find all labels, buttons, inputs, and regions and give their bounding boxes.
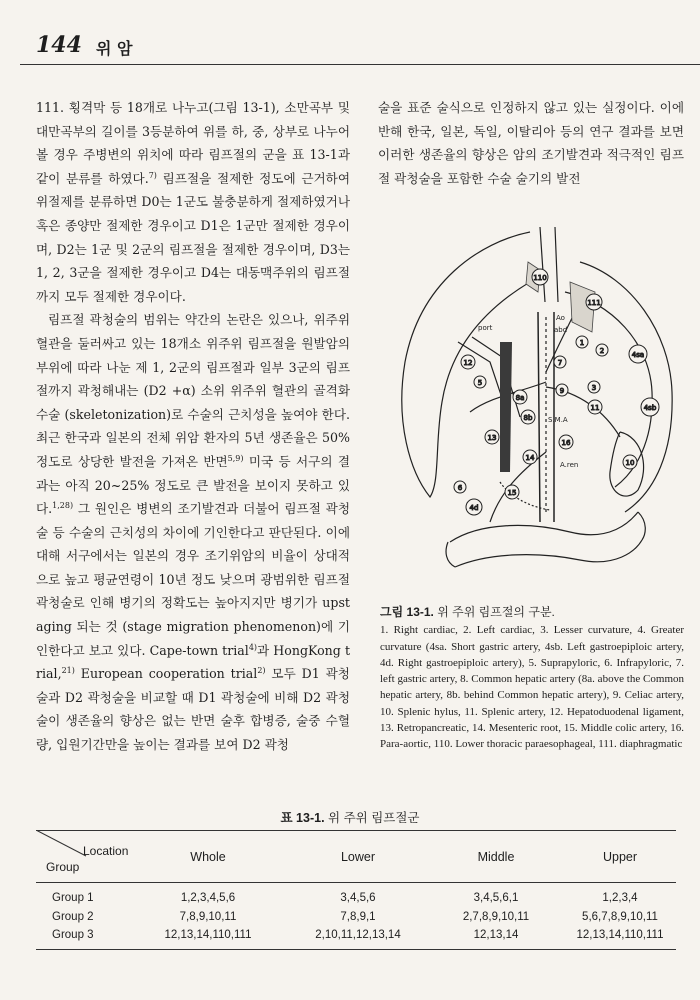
label-sma: S.M.A [548, 416, 568, 424]
table-cell: 12,13,14,110,111 [164, 929, 252, 941]
caption-label: 그림 13-1. [380, 605, 434, 619]
header-rule [20, 64, 700, 65]
svg-text:4d: 4d [469, 504, 479, 512]
esophagus [540, 227, 558, 302]
right-column [378, 96, 684, 190]
node-15 [505, 485, 519, 499]
table-mid-rule [36, 882, 676, 883]
paragraph [36, 308, 350, 756]
column-header: Lower [340, 850, 376, 864]
caption-title-text: 위 주위 림프절의 구분. [433, 605, 555, 619]
text-run: 111. 횡격막 등 18개로 나누고(그림 13-1), 소만곡부 및 대만곡부의 길이를 3등분하여 위를 하, 중, 상부로 나누어 볼 경우 주병변의 위치에 따라 림프절의 군을 표 13-1과 같이 분류를 하였다. [36, 100, 350, 186]
svg-text:13: 13 [487, 434, 497, 442]
node-111 [586, 294, 602, 310]
label-aren: A.ren [560, 461, 579, 469]
svg-text:4sb: 4sb [643, 404, 657, 412]
table-cell: 5,6,7,8,9,10,11 [582, 911, 658, 923]
page-header [20, 30, 700, 62]
node-16 [559, 435, 573, 449]
node-2 [596, 344, 608, 356]
svg-text:110: 110 [533, 274, 547, 282]
pancreas-outline [450, 512, 638, 542]
svg-text:4sa: 4sa [631, 351, 645, 359]
table-cell: 2,10,11,12,13,14 [315, 929, 401, 941]
svg-text:1: 1 [579, 339, 585, 347]
text-run: 그 원인은 병변의 조기발견과 더불어 림프절 곽청술 등 수술의 근치성의 차이에 기인한다고 판단된다. 이에 대해 서구에서는 일본의 경우 조기위암의 비율이 상대적으로 높고 평균연령이 10년 정도 낮으며 광범위한 림프절 곽청술로 인해 병기의 정확도는 높아지지만 병기가 upstaging 되는 것 (stage migration phenomenon)에 기인한다고 보고 있다. Cape-town trial [36, 501, 350, 658]
text-run: 과 HongKong trial, [36, 642, 351, 682]
svg-text:14: 14 [525, 454, 535, 462]
node-6 [454, 481, 466, 493]
svg-text:9: 9 [559, 387, 565, 395]
svg-text:5: 5 [477, 379, 483, 387]
lymph-node-diagram [380, 222, 680, 594]
svg-text:15: 15 [507, 489, 517, 497]
column-header: Whole [190, 850, 226, 864]
node-7 [554, 356, 566, 368]
table-bottom-rule [36, 949, 676, 950]
splenic-artery [546, 387, 620, 437]
label-ao: Ao [556, 314, 565, 322]
table-label: 표 13-1. [280, 811, 325, 825]
row-label: Group 3 [52, 929, 94, 941]
group-header: Group [46, 860, 80, 874]
table-cell: 2,7,8,9,10,11 [462, 911, 530, 923]
svg-text:2: 2 [599, 347, 605, 355]
svg-text:10: 10 [625, 459, 635, 467]
node-3 [588, 381, 600, 393]
node-4sb [641, 398, 659, 416]
node-9 [556, 384, 568, 396]
caption-title [380, 604, 684, 620]
node-12 [461, 355, 475, 369]
anatomy-illustration [380, 222, 680, 594]
pancreas-lower [455, 540, 642, 567]
svg-text:8a: 8a [515, 394, 525, 402]
table-cell: 3,4,5,6,1 [473, 892, 519, 904]
table-cell: 1,2,3,4 [602, 892, 638, 904]
caption-body: 1. Right cardiac, 2. Left cardiac, 3. Lesser curvature, 4. Greater curvature (4sa. Short gastric artery, 4sb. Left gastroepiploic artery, 4d. Right gastroepiploic artery), 5. Suprapyloric, 6. Infrapyloric, 7. left gastric artery, 8. Common hepatic artery (8a. above the Common hepatic artery, 8b. behind Common hepatic artery), 9. Celiac artery, 10. Splenic hylus, 11. Splenic artery, 12. Hepatoduodenal ligament, 13. Retropancreatic, 14. Mesenteric root, 15. Middle colic artery, 16. Para-aortic, 110. Lower thoracic paraesophageal, 111. diaphragmatic [380, 624, 684, 751]
node-13 [485, 430, 499, 444]
node-1 [576, 336, 588, 348]
svg-text:11: 11 [590, 404, 600, 412]
table-title [0, 808, 700, 826]
vena-cava [500, 342, 512, 472]
citation: 5,9) [227, 453, 244, 463]
label-port: port [478, 324, 493, 332]
svg-text:111: 111 [587, 299, 601, 307]
column-header: Upper [602, 850, 638, 864]
text-run: 림프절 곽청술의 범위는 약간의 논란은 있으나, 위주위 혈관을 둘러싸고 있는 18개소 위주위 림프절을 원발암의 부위에 따라 나눈 제 1, 2군의 림프절과 일부 3군의 림프절까지 곽청해내는 (D2 +α) 소위 위주위 혈관의 골격화 수술 (skeletonization)로 수술의 근치성을 높여야 한다. 최근 한국과 일본의 전체 위암 환자의 5년 생존율은 50% 정도로 상당한 발전을 가져온 반면 [36, 312, 350, 469]
citation: 2) [257, 666, 266, 676]
table-cell: 12,13,14,110,111 [576, 929, 664, 941]
column-header: Middle [477, 850, 515, 864]
row-label: Group 1 [52, 892, 94, 904]
node-110 [532, 269, 548, 285]
citation: 21) [61, 666, 75, 676]
location-header: Location [83, 844, 129, 858]
table-cell: 1,2,3,4,5,6 [180, 892, 236, 904]
citation: 7) [148, 170, 157, 180]
text-run: 미국 등 서구의 결과는 아직 20~25% 정도로 큰 발전을 보이지 못하고 있다. [36, 453, 350, 517]
table-cell: 7,8,9,1 [340, 911, 376, 923]
text-run: European cooperation trial [74, 666, 258, 682]
chapter-title: 위 암 [96, 39, 133, 58]
row-label: Group 2 [52, 911, 94, 923]
mesenteric-vessel [490, 452, 546, 522]
node-8b [521, 410, 535, 424]
table-cell: 3,4,5,6 [340, 892, 376, 904]
node-14 [523, 450, 537, 464]
citation: 1,28) [52, 500, 74, 510]
text-run: 모두 D1 곽청술과 D2 곽청술을 비교할 때 D1 곽청술에 비해 D2 곽청술이 생존율의 향상은 없는 반면 술후 합병증, 술중 수혈량, 입원기간만을 높이는 결과를 보여 D2 곽청 [36, 666, 350, 753]
text-run: 림프절을 절제한 정도에 근거하여 위절제를 분류하면 D0는 1군도 불충분하게 절제하였거나 혹은 종양만 절제한 경우이고 D1은 1군만 절제한 경우이며, D2는 1군 및 2군의 림프절을 절제한 경우이며, D3는 1, 2, 3군을 절제한 경우이고 D4는 대동맥주위의 림프절까지 모두 절제한 경우이다. [36, 170, 350, 304]
table-cell: 12,13,14 [473, 929, 519, 941]
node-4sa [629, 345, 647, 363]
paragraph: 술을 표준 술식으로 인정하지 않고 있는 실정이다. 이에 반해 한국, 일본, 독일, 이탈리아 등의 연구 결과를 보면 이러한 생존율의 향상은 암의 조기발견과 적극적인 림프절 곽청술을 포함한 수술 술기의 발전 [378, 100, 684, 186]
node-10 [623, 455, 637, 469]
node-11 [588, 400, 602, 414]
svg-text:12: 12 [463, 359, 473, 367]
node-5 [474, 376, 486, 388]
node-4d [466, 499, 482, 515]
page-number: 144 [36, 32, 82, 58]
citation: 4) [248, 642, 258, 652]
svg-text:16: 16 [561, 439, 571, 447]
table-cell: 7,8,9,10,11 [179, 911, 237, 923]
svg-text:7: 7 [557, 359, 563, 367]
figure-caption [380, 604, 684, 753]
left-column [36, 96, 350, 757]
svg-text:6: 6 [457, 484, 463, 492]
svg-text:8b: 8b [523, 414, 533, 422]
svg-text:3: 3 [591, 384, 597, 392]
node-8a [513, 390, 527, 404]
table-title-text: 위 주위 림프절군 [324, 811, 420, 825]
paragraph [36, 96, 350, 308]
label-abd: abd [554, 326, 568, 334]
